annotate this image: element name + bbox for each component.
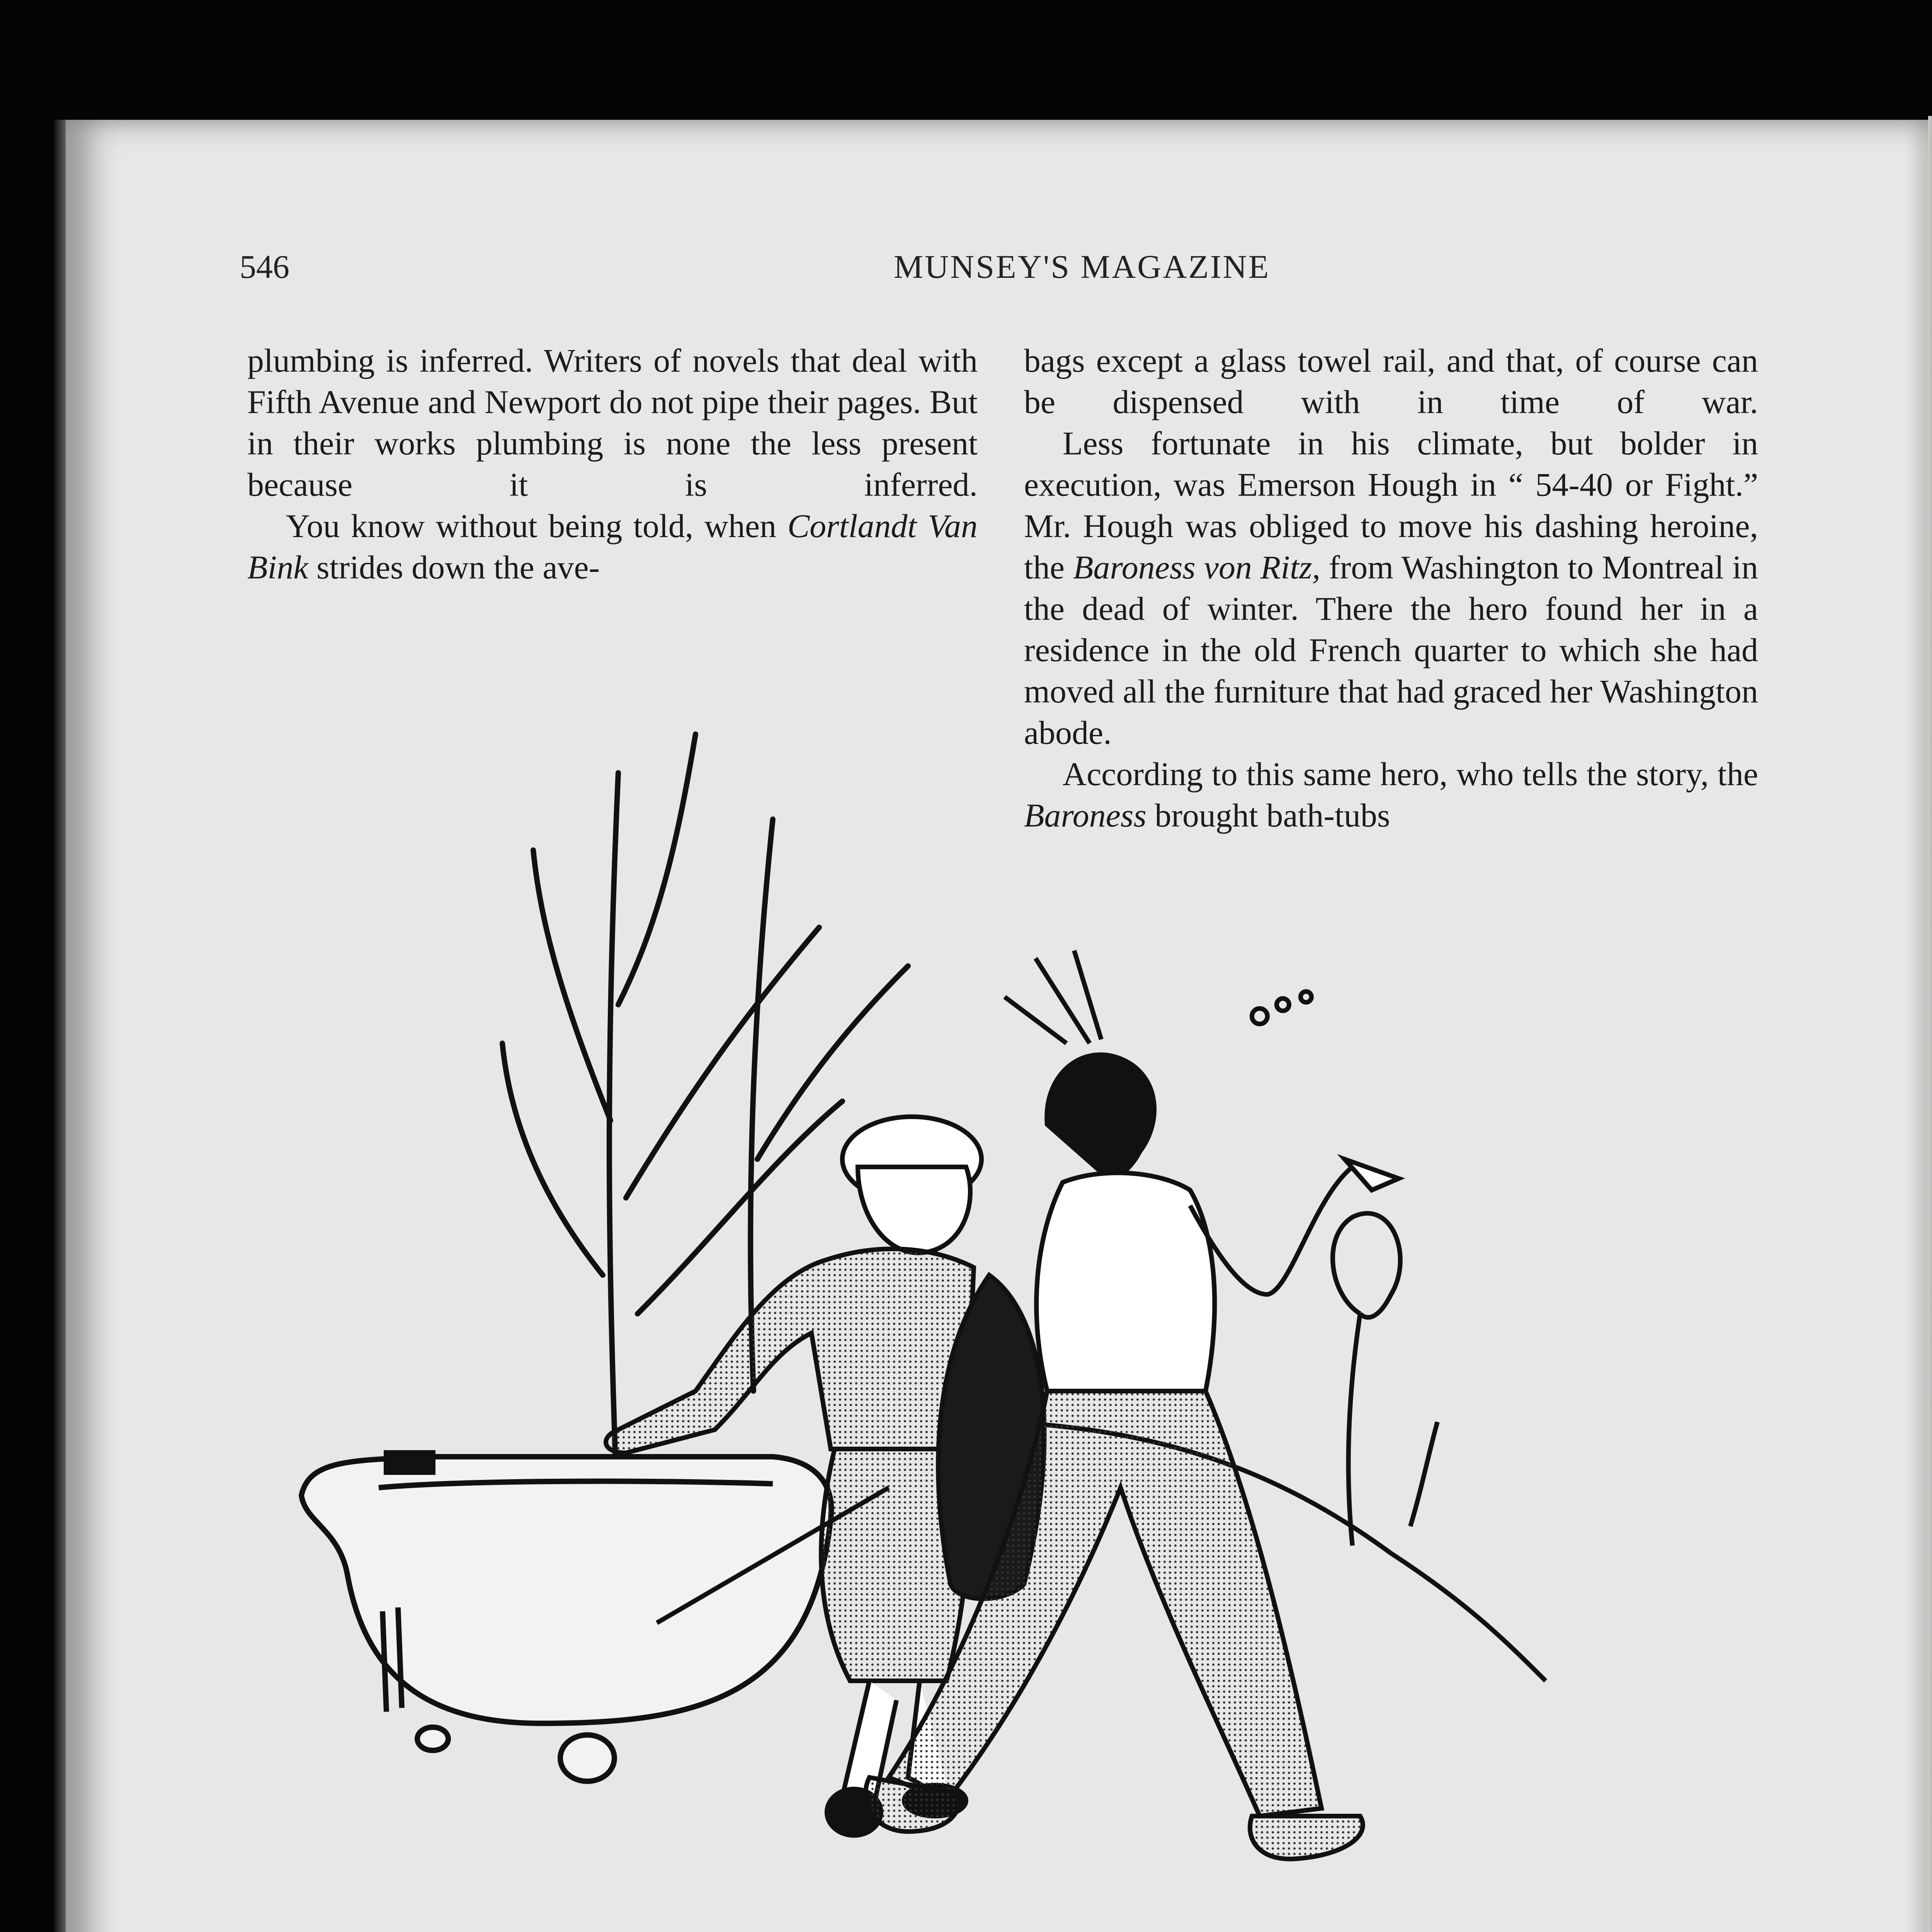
page-stack-edge bbox=[1928, 116, 1932, 1932]
tree-branch bbox=[618, 734, 696, 1005]
tree-branch bbox=[502, 1043, 603, 1275]
left-column-top bbox=[247, 340, 978, 588]
small-tree bbox=[1333, 1213, 1437, 1546]
bathtub bbox=[301, 1453, 831, 1781]
paragraph: bags except a glass towel rail, and that, of course can be dispensed with in time of war. bbox=[1024, 342, 1758, 420]
tree-branch bbox=[533, 850, 611, 1121]
paragraph: Less fortunate in his climate, but bolder in execution, was Emerson Hough in “ 54-40 or Fight.” Mr. Hough was obliged to move his dashing heroine, the Baroness von Ritz, from Washington to Montreal in the dead of winter. There the hero found her in a residence in the old French quarter to which she had moved all the furniture that had graced her Washington abode. bbox=[1024, 425, 1759, 751]
tree-branch bbox=[626, 927, 819, 1198]
paragraph: plumbing is inferred. Writers of novels that deal with Fifth Avenue and Newport do not pipe their pages. But in their works plumbing is none the less present because it is inferred. bbox=[247, 342, 978, 503]
running-title: MUNSEY'S MAGAZINE bbox=[893, 248, 1270, 285]
page-number: 546 bbox=[240, 248, 289, 285]
illustration-indian-and-cavalier-with-bathtub bbox=[270, 657, 1623, 1932]
paragraph: You know without being told, when Cortlandt Van Bink strides down the ave- bbox=[247, 507, 978, 586]
paragraph: According to this same hero, who tells the story, the Baroness brought bath-tubs bbox=[1024, 755, 1758, 834]
